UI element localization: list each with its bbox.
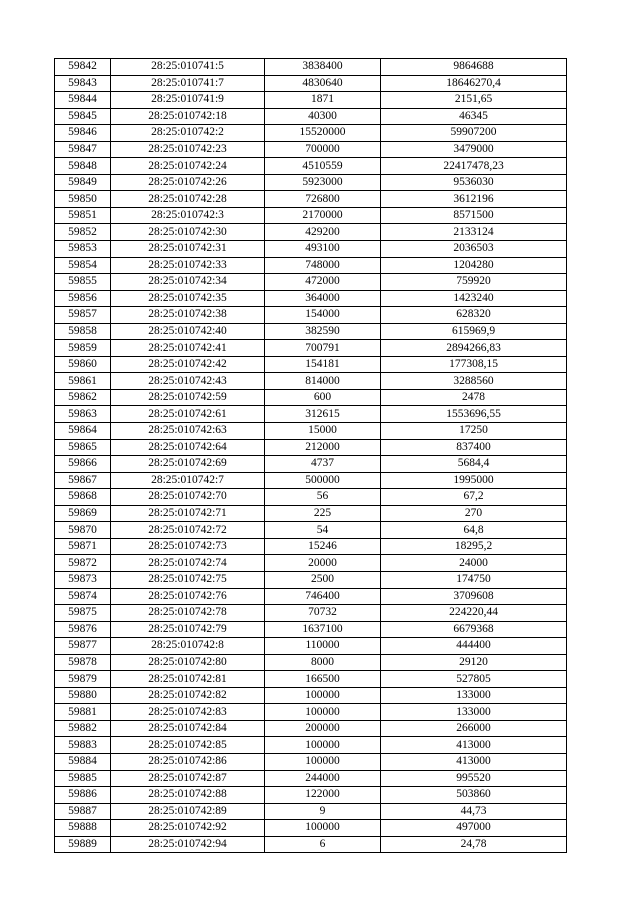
table-row xyxy=(55,687,567,704)
value-cell: 837400 xyxy=(381,439,567,456)
cadastral-number-cell: 28:25:010742:94 xyxy=(111,836,265,853)
area-cell: 600 xyxy=(265,389,381,406)
area-cell: 8000 xyxy=(265,654,381,671)
value-cell: 3288560 xyxy=(381,373,567,390)
value-cell: 3612196 xyxy=(381,191,567,208)
table-row xyxy=(55,274,567,291)
area-cell: 1637100 xyxy=(265,621,381,638)
area-cell: 200000 xyxy=(265,720,381,737)
cadastral-number-cell: 28:25:010742:8 xyxy=(111,638,265,655)
cadastral-number-cell: 28:25:010742:78 xyxy=(111,605,265,622)
area-cell: 429200 xyxy=(265,224,381,241)
value-cell: 3709608 xyxy=(381,588,567,605)
area-cell: 3838400 xyxy=(265,59,381,76)
cadastral-number-cell: 28:25:010742:42 xyxy=(111,356,265,373)
value-cell: 18646270,4 xyxy=(381,75,567,92)
area-cell: 4737 xyxy=(265,456,381,473)
cadastral-number-cell: 28:25:010742:3 xyxy=(111,207,265,224)
value-cell: 1995000 xyxy=(381,472,567,489)
row-number-cell: 59855 xyxy=(55,274,111,291)
cadastral-number-cell: 28:25:010742:73 xyxy=(111,538,265,555)
table-row xyxy=(55,753,567,770)
table-row xyxy=(55,439,567,456)
row-number-cell: 59842 xyxy=(55,59,111,76)
cadastral-number-cell: 28:25:010742:31 xyxy=(111,241,265,258)
area-cell: 2500 xyxy=(265,571,381,588)
table-row xyxy=(55,224,567,241)
row-number-cell: 59882 xyxy=(55,720,111,737)
area-cell: 100000 xyxy=(265,687,381,704)
row-number-cell: 59865 xyxy=(55,439,111,456)
cadastral-number-cell: 28:25:010741:5 xyxy=(111,59,265,76)
area-cell: 726800 xyxy=(265,191,381,208)
cadastral-number-cell: 28:25:010742:38 xyxy=(111,307,265,324)
cadastral-number-cell: 28:25:010741:9 xyxy=(111,92,265,109)
cadastral-number-cell: 28:25:010742:71 xyxy=(111,505,265,522)
document-page xyxy=(54,58,566,853)
area-cell: 154181 xyxy=(265,356,381,373)
cadastral-number-cell: 28:25:010742:80 xyxy=(111,654,265,671)
area-cell: 15520000 xyxy=(265,125,381,142)
value-cell: 413000 xyxy=(381,753,567,770)
cadastral-number-cell: 28:25:010742:30 xyxy=(111,224,265,241)
value-cell: 133000 xyxy=(381,687,567,704)
table-row xyxy=(55,373,567,390)
value-cell: 224220,44 xyxy=(381,605,567,622)
area-cell: 4510559 xyxy=(265,158,381,175)
area-cell: 1871 xyxy=(265,92,381,109)
row-number-cell: 59858 xyxy=(55,323,111,340)
value-cell: 22417478,23 xyxy=(381,158,567,175)
row-number-cell: 59871 xyxy=(55,538,111,555)
cadastral-number-cell: 28:25:010742:28 xyxy=(111,191,265,208)
row-number-cell: 59851 xyxy=(55,207,111,224)
area-cell: 154000 xyxy=(265,307,381,324)
cadastral-number-cell: 28:25:010742:35 xyxy=(111,290,265,307)
table-row xyxy=(55,654,567,671)
row-number-cell: 59847 xyxy=(55,141,111,158)
value-cell: 266000 xyxy=(381,720,567,737)
row-number-cell: 59857 xyxy=(55,307,111,324)
table-row xyxy=(55,290,567,307)
row-number-cell: 59885 xyxy=(55,770,111,787)
row-number-cell: 59859 xyxy=(55,340,111,357)
value-cell: 1423240 xyxy=(381,290,567,307)
value-cell: 444400 xyxy=(381,638,567,655)
cadastral-number-cell: 28:25:010742:82 xyxy=(111,687,265,704)
table-row xyxy=(55,638,567,655)
value-cell: 527805 xyxy=(381,671,567,688)
cadastral-number-cell: 28:25:010742:87 xyxy=(111,770,265,787)
cadastral-number-cell: 28:25:010742:76 xyxy=(111,588,265,605)
row-number-cell: 59867 xyxy=(55,472,111,489)
row-number-cell: 59875 xyxy=(55,605,111,622)
cadastral-number-cell: 28:25:010742:83 xyxy=(111,704,265,721)
row-number-cell: 59845 xyxy=(55,108,111,125)
row-number-cell: 59872 xyxy=(55,555,111,572)
area-cell: 700791 xyxy=(265,340,381,357)
value-cell: 67,2 xyxy=(381,489,567,506)
row-number-cell: 59873 xyxy=(55,571,111,588)
row-number-cell: 59860 xyxy=(55,356,111,373)
value-cell: 44,73 xyxy=(381,803,567,820)
table-row xyxy=(55,75,567,92)
area-cell: 166500 xyxy=(265,671,381,688)
area-cell: 15246 xyxy=(265,538,381,555)
value-cell: 9864688 xyxy=(381,59,567,76)
cadastral-number-cell: 28:25:010742:59 xyxy=(111,389,265,406)
value-cell: 6679368 xyxy=(381,621,567,638)
table-row xyxy=(55,125,567,142)
table-row xyxy=(55,207,567,224)
row-number-cell: 59888 xyxy=(55,820,111,837)
row-number-cell: 59887 xyxy=(55,803,111,820)
value-cell: 497000 xyxy=(381,820,567,837)
row-number-cell: 59874 xyxy=(55,588,111,605)
value-cell: 17250 xyxy=(381,423,567,440)
table-row xyxy=(55,836,567,853)
table-body xyxy=(55,59,567,853)
row-number-cell: 59879 xyxy=(55,671,111,688)
area-cell: 244000 xyxy=(265,770,381,787)
cadastral-number-cell: 28:25:010742:70 xyxy=(111,489,265,506)
cadastral-number-cell: 28:25:010742:92 xyxy=(111,820,265,837)
area-cell: 122000 xyxy=(265,787,381,804)
table-row xyxy=(55,555,567,572)
cadastral-number-cell: 28:25:010742:75 xyxy=(111,571,265,588)
cadastral-number-cell: 28:25:010742:72 xyxy=(111,522,265,539)
row-number-cell: 59852 xyxy=(55,224,111,241)
table-row xyxy=(55,307,567,324)
row-number-cell: 59889 xyxy=(55,836,111,853)
cadastral-number-cell: 28:25:010742:84 xyxy=(111,720,265,737)
value-cell: 133000 xyxy=(381,704,567,721)
area-cell: 212000 xyxy=(265,439,381,456)
value-cell: 2133124 xyxy=(381,224,567,241)
row-number-cell: 59880 xyxy=(55,687,111,704)
row-number-cell: 59884 xyxy=(55,753,111,770)
value-cell: 270 xyxy=(381,505,567,522)
cadastral-number-cell: 28:25:010742:86 xyxy=(111,753,265,770)
table-row xyxy=(55,340,567,357)
area-cell: 364000 xyxy=(265,290,381,307)
cadastral-number-cell: 28:25:010742:26 xyxy=(111,174,265,191)
table-row xyxy=(55,406,567,423)
table-row xyxy=(55,522,567,539)
value-cell: 2036503 xyxy=(381,241,567,258)
cadastral-number-cell: 28:25:010742:33 xyxy=(111,257,265,274)
row-number-cell: 59877 xyxy=(55,638,111,655)
row-number-cell: 59846 xyxy=(55,125,111,142)
table-row xyxy=(55,588,567,605)
value-cell: 8571500 xyxy=(381,207,567,224)
cadastral-number-cell: 28:25:010742:89 xyxy=(111,803,265,820)
cadastral-number-cell: 28:25:010742:24 xyxy=(111,158,265,175)
row-number-cell: 59883 xyxy=(55,737,111,754)
cadastral-number-cell: 28:25:010742:81 xyxy=(111,671,265,688)
row-number-cell: 59864 xyxy=(55,423,111,440)
table-row xyxy=(55,92,567,109)
table-row xyxy=(55,720,567,737)
table-row xyxy=(55,59,567,76)
area-cell: 70732 xyxy=(265,605,381,622)
cadastral-number-cell: 28:25:010742:43 xyxy=(111,373,265,390)
table-row xyxy=(55,108,567,125)
value-cell: 413000 xyxy=(381,737,567,754)
row-number-cell: 59843 xyxy=(55,75,111,92)
area-cell: 746400 xyxy=(265,588,381,605)
row-number-cell: 59850 xyxy=(55,191,111,208)
value-cell: 177308,15 xyxy=(381,356,567,373)
table-row xyxy=(55,323,567,340)
value-cell: 59907200 xyxy=(381,125,567,142)
area-cell: 9 xyxy=(265,803,381,820)
row-number-cell: 59878 xyxy=(55,654,111,671)
area-cell: 110000 xyxy=(265,638,381,655)
table-row xyxy=(55,389,567,406)
area-cell: 100000 xyxy=(265,753,381,770)
area-cell: 382590 xyxy=(265,323,381,340)
table-row xyxy=(55,737,567,754)
area-cell: 500000 xyxy=(265,472,381,489)
row-number-cell: 59844 xyxy=(55,92,111,109)
value-cell: 24000 xyxy=(381,555,567,572)
cadastral-number-cell: 28:25:010742:40 xyxy=(111,323,265,340)
area-cell: 225 xyxy=(265,505,381,522)
table-row xyxy=(55,257,567,274)
data-table xyxy=(54,58,567,853)
row-number-cell: 59856 xyxy=(55,290,111,307)
row-number-cell: 59849 xyxy=(55,174,111,191)
table-row xyxy=(55,803,567,820)
area-cell: 20000 xyxy=(265,555,381,572)
row-number-cell: 59886 xyxy=(55,787,111,804)
row-number-cell: 59866 xyxy=(55,456,111,473)
cadastral-number-cell: 28:25:010742:74 xyxy=(111,555,265,572)
table-row xyxy=(55,820,567,837)
area-cell: 5923000 xyxy=(265,174,381,191)
cadastral-number-cell: 28:25:010742:79 xyxy=(111,621,265,638)
table-row xyxy=(55,605,567,622)
value-cell: 1204280 xyxy=(381,257,567,274)
table-row xyxy=(55,141,567,158)
area-cell: 4830640 xyxy=(265,75,381,92)
area-cell: 472000 xyxy=(265,274,381,291)
cadastral-number-cell: 28:25:010742:64 xyxy=(111,439,265,456)
table-row xyxy=(55,356,567,373)
area-cell: 748000 xyxy=(265,257,381,274)
cadastral-number-cell: 28:25:010742:41 xyxy=(111,340,265,357)
value-cell: 615969,9 xyxy=(381,323,567,340)
area-cell: 54 xyxy=(265,522,381,539)
table-row xyxy=(55,621,567,638)
row-number-cell: 59848 xyxy=(55,158,111,175)
value-cell: 2894266,83 xyxy=(381,340,567,357)
row-number-cell: 59876 xyxy=(55,621,111,638)
value-cell: 2151,65 xyxy=(381,92,567,109)
value-cell: 18295,2 xyxy=(381,538,567,555)
area-cell: 100000 xyxy=(265,737,381,754)
table-row xyxy=(55,456,567,473)
value-cell: 503860 xyxy=(381,787,567,804)
cadastral-number-cell: 28:25:010742:69 xyxy=(111,456,265,473)
table-row xyxy=(55,787,567,804)
area-cell: 56 xyxy=(265,489,381,506)
value-cell: 2478 xyxy=(381,389,567,406)
row-number-cell: 59881 xyxy=(55,704,111,721)
value-cell: 29120 xyxy=(381,654,567,671)
row-number-cell: 59863 xyxy=(55,406,111,423)
table-row xyxy=(55,704,567,721)
value-cell: 9536030 xyxy=(381,174,567,191)
cadastral-number-cell: 28:25:010742:85 xyxy=(111,737,265,754)
table-row xyxy=(55,191,567,208)
value-cell: 64,8 xyxy=(381,522,567,539)
cadastral-number-cell: 28:25:010742:61 xyxy=(111,406,265,423)
table-row xyxy=(55,505,567,522)
area-cell: 100000 xyxy=(265,704,381,721)
value-cell: 46345 xyxy=(381,108,567,125)
area-cell: 6 xyxy=(265,836,381,853)
row-number-cell: 59869 xyxy=(55,505,111,522)
value-cell: 174750 xyxy=(381,571,567,588)
table-row xyxy=(55,174,567,191)
area-cell: 814000 xyxy=(265,373,381,390)
area-cell: 15000 xyxy=(265,423,381,440)
value-cell: 5684,4 xyxy=(381,456,567,473)
value-cell: 759920 xyxy=(381,274,567,291)
area-cell: 493100 xyxy=(265,241,381,258)
row-number-cell: 59862 xyxy=(55,389,111,406)
table-row xyxy=(55,538,567,555)
table-row xyxy=(55,423,567,440)
table-row xyxy=(55,770,567,787)
area-cell: 2170000 xyxy=(265,207,381,224)
cadastral-number-cell: 28:25:010742:7 xyxy=(111,472,265,489)
cadastral-number-cell: 28:25:010742:18 xyxy=(111,108,265,125)
row-number-cell: 59868 xyxy=(55,489,111,506)
cadastral-number-cell: 28:25:010742:2 xyxy=(111,125,265,142)
value-cell: 995520 xyxy=(381,770,567,787)
cadastral-number-cell: 28:25:010742:63 xyxy=(111,423,265,440)
cadastral-number-cell: 28:25:010742:34 xyxy=(111,274,265,291)
cadastral-number-cell: 28:25:010742:88 xyxy=(111,787,265,804)
value-cell: 24,78 xyxy=(381,836,567,853)
row-number-cell: 59870 xyxy=(55,522,111,539)
area-cell: 700000 xyxy=(265,141,381,158)
value-cell: 628320 xyxy=(381,307,567,324)
value-cell: 3479000 xyxy=(381,141,567,158)
row-number-cell: 59853 xyxy=(55,241,111,258)
cadastral-number-cell: 28:25:010741:7 xyxy=(111,75,265,92)
table-row xyxy=(55,489,567,506)
table-row xyxy=(55,571,567,588)
value-cell: 1553696,55 xyxy=(381,406,567,423)
table-row xyxy=(55,241,567,258)
cadastral-number-cell: 28:25:010742:23 xyxy=(111,141,265,158)
area-cell: 312615 xyxy=(265,406,381,423)
table-row xyxy=(55,671,567,688)
area-cell: 40300 xyxy=(265,108,381,125)
row-number-cell: 59861 xyxy=(55,373,111,390)
area-cell: 100000 xyxy=(265,820,381,837)
table-row xyxy=(55,158,567,175)
table-row xyxy=(55,472,567,489)
row-number-cell: 59854 xyxy=(55,257,111,274)
